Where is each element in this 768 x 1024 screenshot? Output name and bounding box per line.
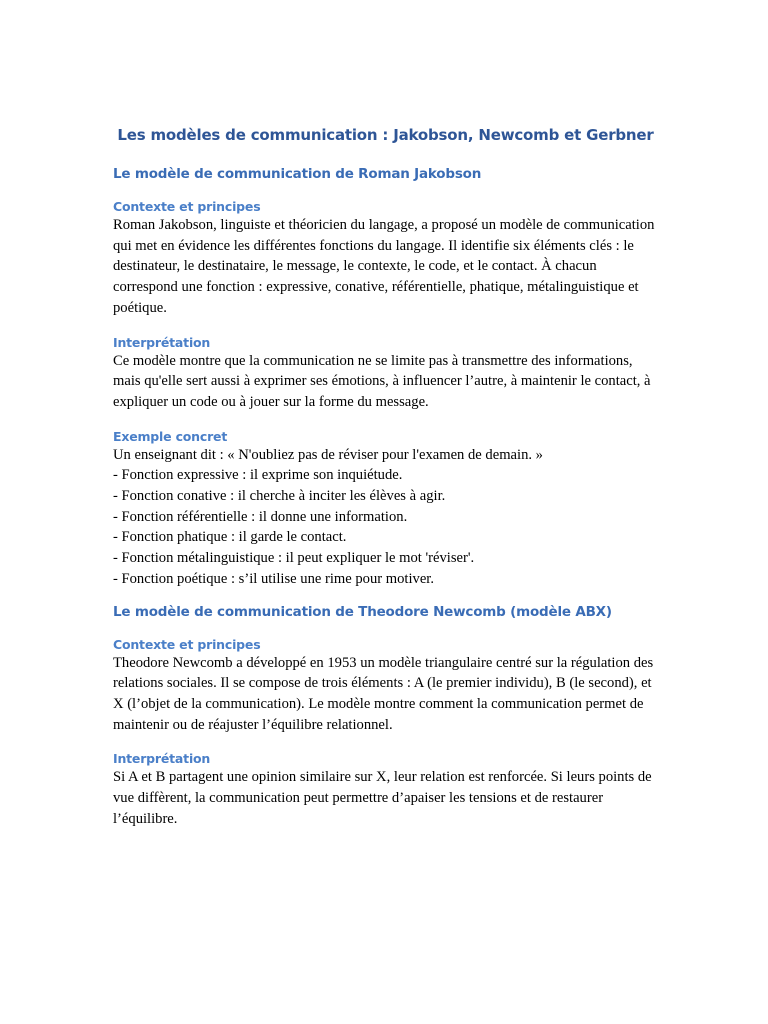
paragraph-interpretation: Ce modèle montre que la communication ne se limite pas à transmettre des informations, mais qu'elle sert aussi à exprimer ses émotions, à influencer l’autre, à maintenir le contact, à expliquer un code ou à jouer sur la forme du message. (113, 352, 651, 410)
paragraph-interpretation: Si A et B partagent une opinion similaire sur X, leur relation est renforcée. Si leurs points de vue diffèrent, la communication peut permettre d’apaiser les tensions et de restaurer l’équilibre. (113, 769, 652, 827)
section-heading: Le modèle de communication de Theodore Newcomb (modèle ABX) (113, 603, 612, 620)
example-line: - Fonction métalinguistique : il peut expliquer le mot 'réviser'. (113, 550, 475, 567)
section-jakobson (113, 165, 658, 590)
example-line: - Fonction poétique : s’il utilise une rime pour motiver. (113, 570, 435, 587)
document-title: Les modèles de communication : Jakobson, Newcomb et Gerbner (117, 126, 654, 144)
example-line: - Fonction conative : il cherche à inciter les élèves à agir. (113, 488, 446, 505)
example-line: Un enseignant dit : « N'oubliez pas de réviser pour l'examen de demain. » (113, 446, 543, 463)
subheading-example: Exemple concret (113, 428, 228, 444)
section-newcomb (113, 603, 658, 830)
document-page (113, 124, 658, 844)
example-block (113, 445, 658, 590)
example-line: - Fonction phatique : il garde le contact. (113, 529, 347, 546)
example-line: - Fonction référentielle : il donne une information. (113, 508, 408, 525)
subheading-interpretation: Interprétation (113, 334, 211, 350)
example-line: - Fonction expressive : il exprime son inquiétude. (113, 467, 403, 484)
section-heading: Le modèle de communication de Roman Jakobson (113, 166, 482, 182)
paragraph-context: Theodore Newcomb a développé en 1953 un modèle triangulaire centré sur la régulation des relations sociales. Il se compose de trois éléments : A (le premier individu), B (le second), et X (l’objet de la communication). Le modèle montre comment la communication permet de maintenir ou de réajuster l’équilibre relationnel. (113, 654, 654, 733)
subheading-context: Contexte et principes (113, 199, 261, 214)
subheading-interpretation: Interprétation (113, 751, 211, 767)
subheading-context: Contexte et principes (113, 636, 261, 652)
paragraph-context: Roman Jakobson, linguiste et théoricien du langage, a proposé un modèle de communication qui met en évidence les différentes fonctions du langage. Il identifie six éléments clés : le destinateur, le destinataire, le message, le contexte, le code, et le contact. À chacun correspond une fonction : expressive, conative, référentielle, phatique, métalinguistique et poétique. (113, 217, 655, 316)
